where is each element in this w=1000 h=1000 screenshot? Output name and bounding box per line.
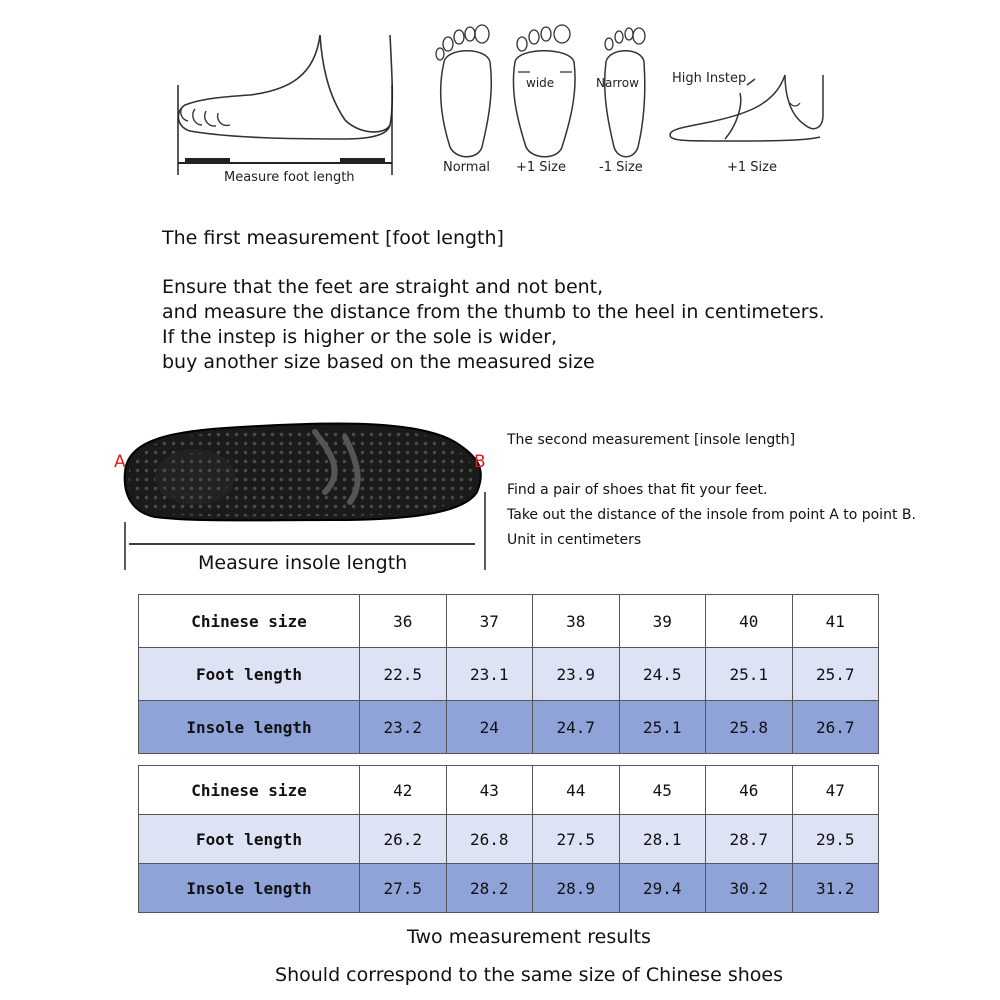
table-cell: 29.5	[792, 815, 879, 864]
table-row-chinese-size	[139, 766, 879, 815]
table-cell: 44	[533, 766, 620, 815]
side-foot-icon	[170, 35, 410, 185]
narrow-foot-icon	[594, 22, 654, 162]
size-table-1	[138, 594, 879, 754]
table-row-foot-length	[139, 815, 879, 864]
table-cell: 46	[706, 766, 793, 815]
second-measurement-line-3: Unit in centimeters	[507, 532, 642, 548]
table-cell: 27.5	[533, 815, 620, 864]
wide-label: wide	[526, 76, 555, 90]
table-cell: 26.7	[792, 701, 879, 754]
measure-insole-length-label: Measure insole length	[198, 552, 408, 574]
table-cell: 42	[360, 766, 447, 815]
high-instep-size-label: +1 Size	[727, 160, 777, 175]
table-cell: 25.1	[619, 701, 706, 754]
point-a-label: A	[114, 452, 126, 472]
insole-image	[115, 412, 495, 572]
table-cell: 23.1	[446, 648, 533, 701]
high-instep-label: High Instep	[672, 71, 747, 86]
wide-size-label: -1 Size	[599, 160, 643, 175]
footer-line-1: Two measurement results	[407, 926, 651, 948]
table-cell: 39	[619, 595, 706, 648]
table-cell: 26.8	[446, 815, 533, 864]
table-cell: 29.4	[619, 864, 706, 913]
table-row-chinese-size	[139, 595, 879, 648]
table-cell: 22.5	[360, 648, 447, 701]
table-cell: 38	[533, 595, 620, 648]
table-cell: 43	[446, 766, 533, 815]
table-cell: 25.8	[706, 701, 793, 754]
table-cell: 41	[792, 595, 879, 648]
table-row-foot-length	[139, 648, 879, 701]
row-label: Insole length	[139, 701, 360, 754]
narrow-label: Narrow	[596, 76, 639, 90]
table-cell: 37	[446, 595, 533, 648]
table-cell: 26.2	[360, 815, 447, 864]
measure-foot-length-label: Measure foot length	[224, 170, 355, 185]
point-b-label: B	[474, 452, 486, 472]
normal-size-label: +1 Size	[516, 160, 566, 175]
table-cell: 36	[360, 595, 447, 648]
table-cell: 40	[706, 595, 793, 648]
second-measurement-line-1: Find a pair of shoes that fit your feet.	[507, 482, 768, 498]
normal-label: Normal	[443, 160, 491, 175]
table-cell: 28.2	[446, 864, 533, 913]
footer-line-2: Should correspond to the same size of Chinese shoes	[275, 964, 783, 986]
table-cell: 27.5	[360, 864, 447, 913]
first-measurement-line-2: and measure the distance from the thumb to the heel in centimeters.	[162, 301, 825, 323]
row-label: Chinese size	[139, 595, 360, 648]
row-label: Insole length	[139, 864, 360, 913]
table-cell: 24	[446, 701, 533, 754]
row-label: Foot length	[139, 648, 360, 701]
wide-foot-icon	[510, 22, 580, 162]
first-measurement-line-1: Ensure that the feet are straight and not bent,	[162, 276, 604, 298]
table-cell: 28.9	[533, 864, 620, 913]
first-measurement-line-4: buy another size based on the measured size	[162, 351, 595, 373]
table-row-insole-length	[139, 701, 879, 754]
table-cell: 24.5	[619, 648, 706, 701]
table-cell: 23.2	[360, 701, 447, 754]
high-instep-foot-icon	[665, 75, 830, 155]
table-row-insole-length	[139, 864, 879, 913]
table-cell: 23.9	[533, 648, 620, 701]
table-cell: 28.7	[706, 815, 793, 864]
first-measurement-title: The first measurement [foot length]	[162, 227, 504, 249]
table-cell: 25.7	[792, 648, 879, 701]
table-cell: 28.1	[619, 815, 706, 864]
table-cell: 30.2	[706, 864, 793, 913]
second-measurement-line-2: Take out the distance of the insole from point A to point B.	[507, 507, 916, 523]
table-cell: 31.2	[792, 864, 879, 913]
first-measurement-line-3: If the instep is higher or the sole is wider,	[162, 326, 558, 348]
row-label: Chinese size	[139, 766, 360, 815]
row-label: Foot length	[139, 815, 360, 864]
size-table-2	[138, 765, 879, 913]
table-cell: 47	[792, 766, 879, 815]
table-cell: 24.7	[533, 701, 620, 754]
table-cell: 25.1	[706, 648, 793, 701]
second-measurement-title: The second measurement [insole length]	[507, 432, 796, 448]
normal-foot-icon	[432, 22, 502, 162]
table-cell: 45	[619, 766, 706, 815]
